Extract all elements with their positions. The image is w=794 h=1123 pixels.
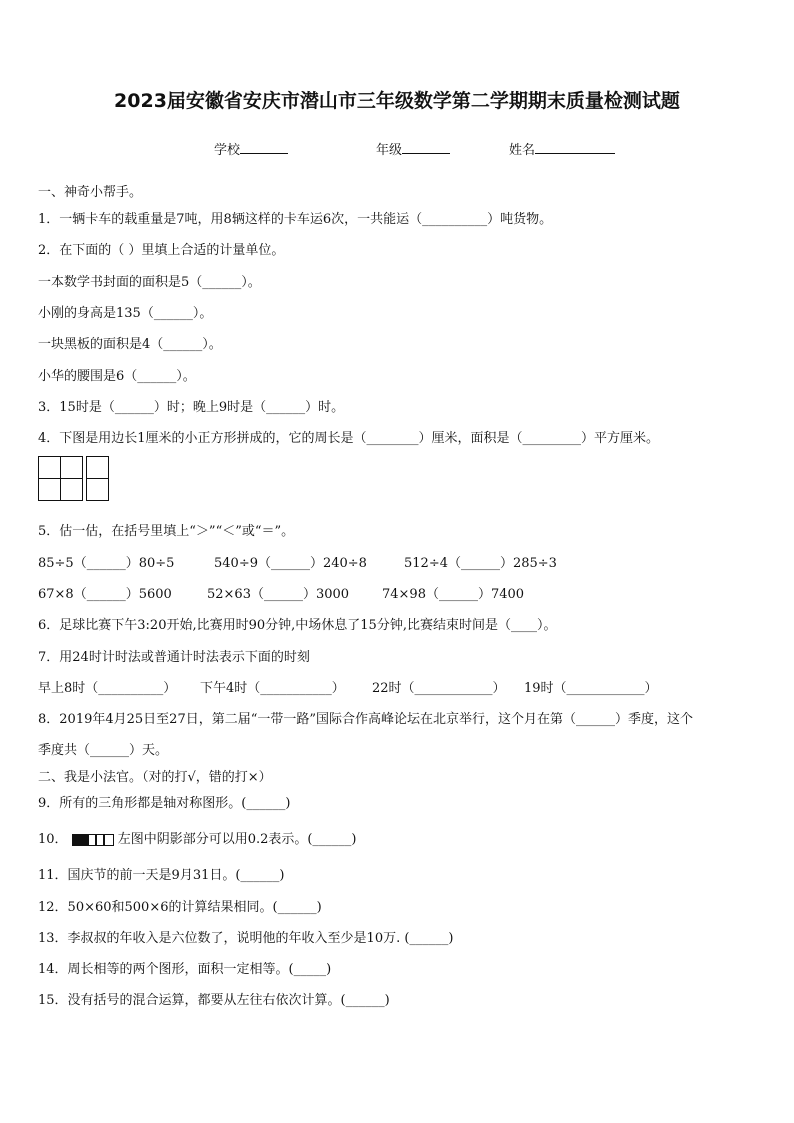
bar-segment [104, 834, 114, 846]
question-6: 6．足球比赛下午3:20开始,比赛用时90分钟,中场休息了15分钟,比赛结束时间是（____）。 [38, 618, 557, 633]
question-2: 2．在下面的（ ）里填上合适的计量单位。 [38, 243, 285, 258]
section-1-heading: 一、神奇小帮手。 [38, 185, 143, 200]
question-7: 7．用24时计时法或普通计时法表示下面的时刻 [38, 650, 310, 665]
figure-square [60, 456, 83, 479]
bar-segment-shaded [80, 834, 88, 846]
name-field [509, 139, 615, 158]
figure-square [86, 456, 109, 479]
square-figure [38, 456, 110, 504]
compare-item: 85÷5（______）80÷5 [38, 556, 175, 571]
question-4: 4．下图是用边长1厘米的小正方形拼成的，它的周长是（________）厘米，面积是（_________）平方厘米。 [38, 431, 660, 446]
bar-segment-shaded [72, 834, 80, 846]
grade-blank[interactable] [402, 141, 450, 154]
compare-item: 74×98（______）7400 [382, 587, 525, 602]
figure-square [60, 478, 83, 501]
figure-square [86, 478, 109, 501]
time-item: 下午4时（___________） [200, 681, 345, 696]
name-label: 姓名 [509, 143, 536, 158]
school-field [214, 139, 288, 158]
question-8-line-1: 8．2019年4月25日至27日，第二届“一带一路”国际合作高峰论坛在北京举行，这个月在第（______）季度，这个 [38, 712, 694, 727]
section-2-heading: 二、我是小法官。（对的打√，错的打×） [38, 770, 272, 785]
time-item: 早上8时（__________） [38, 681, 177, 696]
question-2c: 一块黑板的面积是4（______）。 [38, 337, 222, 352]
question-10-text: 左图中阴影部分可以用0.2表示。(______) [117, 832, 357, 847]
question-12: 12．50×60和500×6的计算结果相同。(______) [38, 900, 322, 915]
question-1: 1．一辆卡车的载重量是7吨，用8辆这样的卡车运6次，一共能运（__________）吨货物。 [38, 212, 553, 227]
compare-item: 540÷9（______）240÷8 [214, 556, 367, 571]
question-11: 11．国庆节的前一天是9月31日。(______) [38, 868, 285, 883]
compare-item: 67×8（______）5600 [38, 587, 172, 602]
question-13: 13．李叔叔的年收入是六位数了，说明他的年收入至少是10万. (______) [38, 931, 454, 946]
question-2a: 一本数学书封面的面积是5（______）。 [38, 275, 261, 290]
question-15: 15．没有括号的混合运算，都要从左往右依次计算。(______) [38, 993, 390, 1008]
grade-label: 年级 [376, 143, 403, 158]
question-3: 3．15时是（______）时；晚上9时是（______）时。 [38, 400, 345, 415]
question-10-number: 10． [38, 832, 68, 847]
question-2d: 小华的腰围是6（______）。 [38, 369, 196, 384]
bar-segment [88, 834, 96, 846]
grade-field [376, 139, 450, 158]
question-2b: 小刚的身高是135（______）。 [38, 306, 213, 321]
figure-square [38, 478, 61, 501]
page-title: 2023届安徽省安庆市潜山市三年级数学第二学期期末质量检测试题 [114, 90, 680, 112]
figure-square [38, 456, 61, 479]
question-10 [38, 828, 357, 847]
time-item: 22时（____________） [372, 681, 506, 696]
question-8-line-2: 季度共（______）天。 [38, 743, 169, 758]
question-9: 9．所有的三角形都是轴对称图形。(______) [38, 796, 291, 811]
compare-item: 512÷4（______）285÷3 [404, 556, 557, 571]
question-14: 14．周长相等的两个图形，面积一定相等。(_____) [38, 962, 332, 977]
school-label: 学校 [214, 143, 241, 158]
question-5: 5．估一估，在括号里填上“＞”“＜”或“＝”。 [38, 524, 295, 539]
compare-item: 52×63（______）3000 [207, 587, 350, 602]
name-blank[interactable] [535, 141, 615, 154]
bar-segment [96, 834, 104, 846]
shaded-bar-figure [72, 834, 114, 846]
time-item: 19时（____________） [524, 681, 658, 696]
school-blank[interactable] [240, 141, 288, 154]
